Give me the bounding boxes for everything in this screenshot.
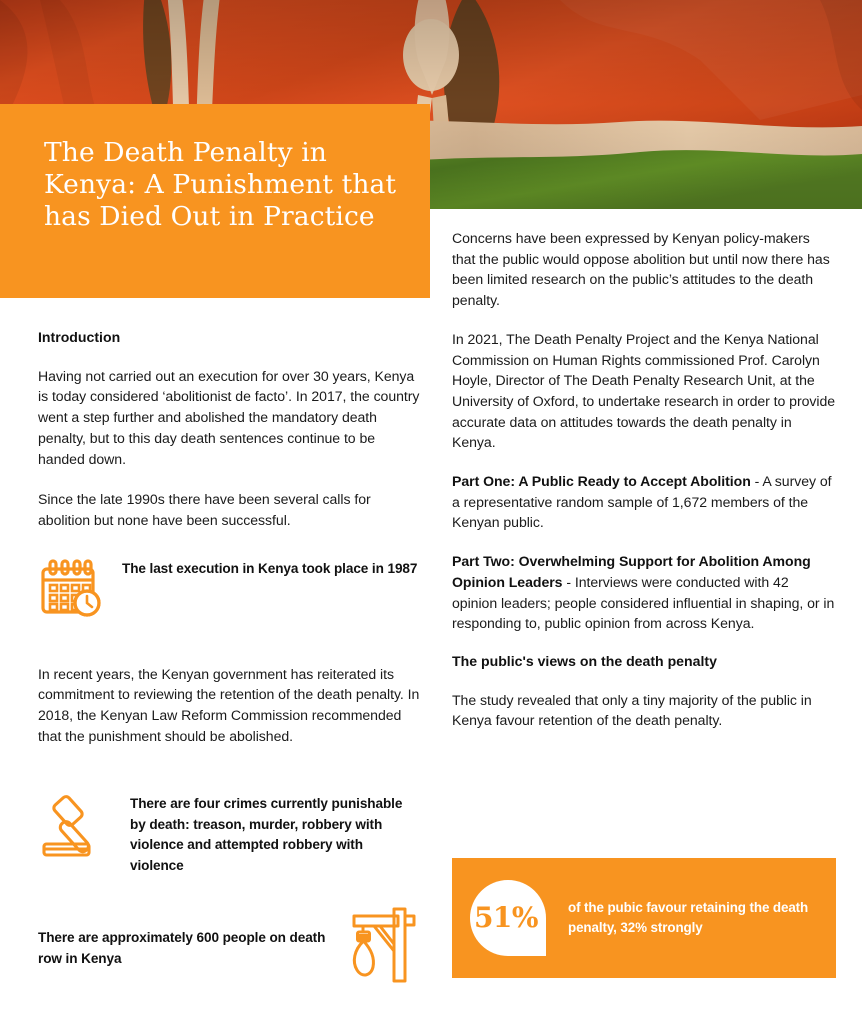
fact-capital-crimes — [38, 792, 420, 876]
gallows-noose-icon — [348, 906, 420, 989]
right-paragraph-1: Concerns have been expressed by Kenyan policy-makers that the public would oppose abolition but until now there has been limited research on the public’s attitudes to the death penalty. — [452, 230, 830, 309]
statistic-bubble — [470, 880, 546, 956]
public-views-heading: The public's views on the death penalty — [452, 652, 717, 669]
calendar-clock-icon — [38, 557, 102, 624]
intro-paragraph-3: In recent years, the Kenyan government has reiterated its commitment to reviewing the retention of the death penalty. In 2018, the Kenyan Law Reform Commission recommended that the punishment should be abolished. — [38, 665, 420, 744]
title-banner — [0, 104, 430, 298]
right-column — [452, 228, 836, 731]
part-two-rest: - Interviews were conducted with 42 opinion leaders; people considered influential in shaping, or in responding to, public opinion from across Kenya. — [452, 573, 835, 632]
part-one-lead: Part One: A Public Ready to Accept Abolition — [452, 473, 751, 490]
page-title: The Death Penalty in Kenya: A Punishment that has Died Out in Practice — [44, 137, 397, 233]
part-one-rest: - A survey of a representative random sample of 1,672 members of the Kenyan public. — [452, 473, 832, 531]
fact-death-row — [38, 906, 420, 989]
fact-capital-crimes-text: There are four crimes currently punishable by death: treason, murder, robbery with violence and attempted robbery with violence — [130, 796, 403, 873]
right-paragraph-3: The study revealed that only a tiny majority of the public in Kenya favour retention of the death penalty. — [452, 691, 812, 729]
right-paragraph-2: In 2021, The Death Penalty Project and the Kenya National Commission on Human Rights commissioned Prof. Carolyn Hoyle, Director of The Death Penalty Research Unit, at the University of Oxford, to undertake research in order to provide accurate data on attitudes towards the death penalty in Kenya. — [452, 330, 836, 451]
introduction-heading: Introduction — [38, 329, 121, 345]
intro-paragraph-2: Since the late 1990s there have been several calls for abolition but none have been successful. — [38, 491, 371, 528]
fact-last-execution-text: The last execution in Kenya took place in 1987 — [122, 560, 418, 576]
statistic-callout-box — [452, 858, 836, 978]
part-two-lead: Part Two: Overwhelming Support for Abolition Among Opinion Leaders — [452, 553, 811, 590]
part-one-paragraph — [452, 471, 836, 533]
statistic-percentage: 51% — [473, 900, 539, 934]
left-column — [38, 328, 420, 989]
statistic-caption: of the pubic favour retaining the death penalty, 32% strongly — [568, 899, 809, 935]
gavel-icon — [38, 792, 110, 867]
fact-last-execution — [38, 557, 420, 624]
part-two-paragraph — [452, 551, 836, 634]
intro-paragraph-1: Having not carried out an execution for over 30 years, Kenya is today considered ‘abolitionist de facto’. In 2017, the country went a step further and abolished the mandatory death penalty, but to this day death sentences continue to be handed down. — [38, 367, 420, 467]
fact-death-row-text: There are approximately 600 people on death row in Kenya — [38, 930, 326, 966]
